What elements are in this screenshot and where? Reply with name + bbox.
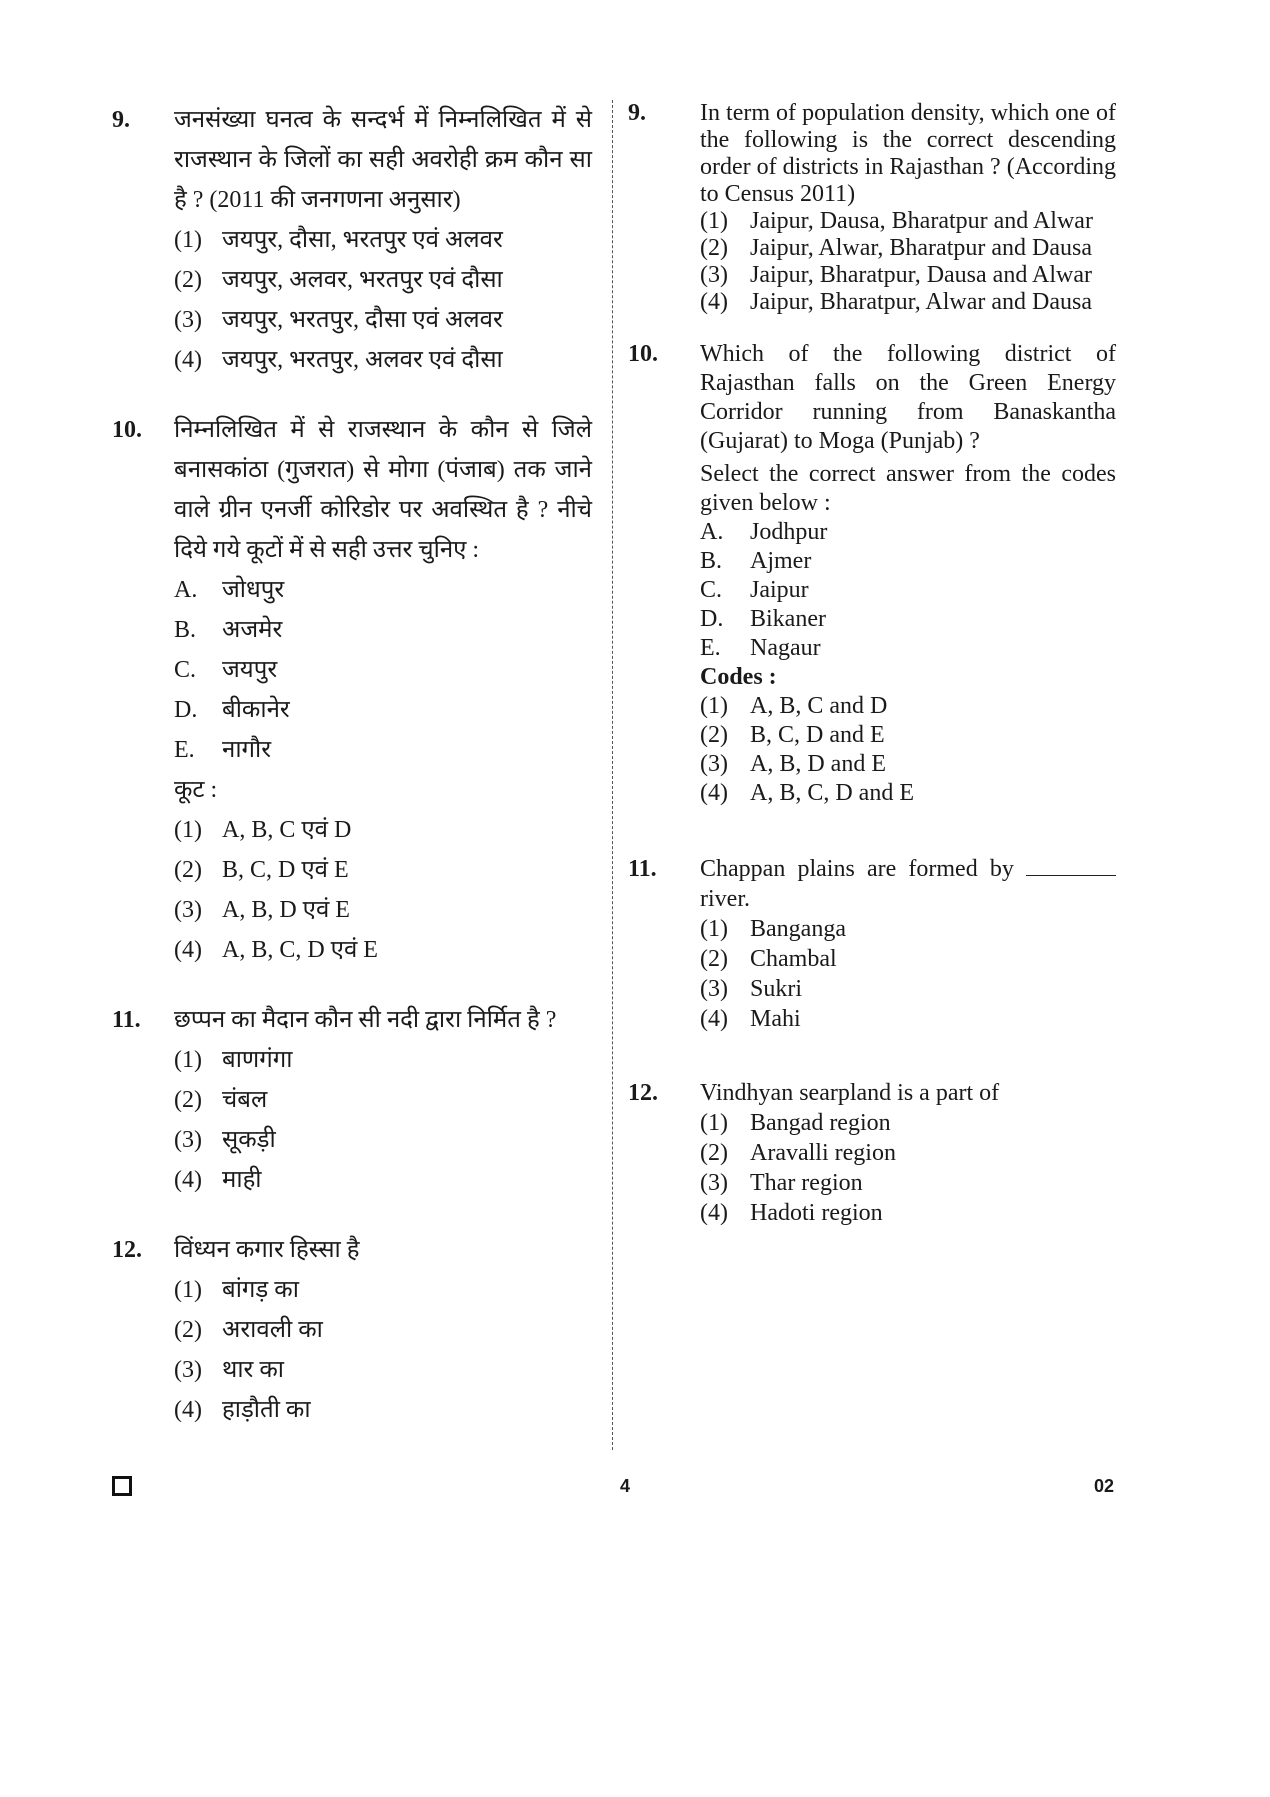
question-instruction: Select the correct answer from the codes given below : [700, 461, 1116, 516]
question-number: 10. [628, 341, 658, 367]
list-item: E. नागौर [174, 737, 272, 763]
list-item: A. Jodhpur [700, 519, 828, 545]
column-divider [612, 100, 613, 1450]
option: (3) A, B, D एवं E [174, 897, 350, 923]
square-mark-icon [112, 1476, 132, 1496]
option: (2) Chambal [700, 946, 837, 972]
question-11-hindi [112, 1000, 592, 1200]
option: (2) B, C, D and E [700, 722, 885, 748]
question-9-english [628, 100, 1116, 316]
list-item: B. Ajmer [700, 548, 812, 574]
list-item: D. बीकानेर [174, 697, 290, 723]
option: (4) A, B, C, D एवं E [174, 937, 378, 963]
question-text: Chappan plains are formed by river. [700, 854, 1116, 914]
question-10-hindi [112, 410, 592, 970]
booklet-code: 02 [1094, 1476, 1115, 1496]
question-10-english [628, 340, 1116, 808]
list-item: B. अजमेर [174, 617, 283, 643]
list-item: A. जोधपुर [174, 577, 285, 603]
hindi-column [112, 100, 592, 1452]
option: (3) Sukri [700, 976, 803, 1002]
option: (1) बाणगंगा [174, 1047, 293, 1073]
option: (4) Mahi [700, 1006, 801, 1032]
question-number: 9. [112, 107, 130, 133]
codes-label: कूट : [174, 777, 218, 803]
question-text: In term of population density, which one of the following is the correct descending order of districts in Rajasthan ? (According to Census 2011) [700, 100, 1116, 207]
question-9-hindi [112, 100, 592, 380]
list-item: C. Jaipur [700, 577, 809, 603]
list-item: C. जयपुर [174, 657, 278, 683]
question-text: Vindhyan searpland is a part of [700, 1080, 1000, 1106]
question-number: 12. [112, 1237, 142, 1263]
option: (3) सूकड़ी [174, 1127, 276, 1153]
question-text: विंध्यन कगार हिस्सा है [174, 1237, 360, 1263]
question-number: 10. [112, 417, 142, 443]
question-number: 11. [628, 856, 657, 882]
option: (1) जयपुर, दौसा, भरतपुर एवं अलवर [174, 227, 503, 253]
option: (1) Bangad region [700, 1110, 891, 1136]
option: (2) B, C, D एवं E [174, 857, 349, 883]
codes-label: Codes : [700, 664, 777, 690]
option: (3) Jaipur, Bharatpur, Dausa and Alwar [700, 262, 1092, 288]
option: (4) Jaipur, Bharatpur, Alwar and Dausa [700, 289, 1092, 315]
option: (3) थार का [174, 1357, 285, 1383]
list-item: E. Nagaur [700, 635, 821, 661]
option: (1) बांगड़ का [174, 1277, 299, 1303]
list-item: D. Bikaner [700, 606, 826, 632]
option: (2) जयपुर, अलवर, भरतपुर एवं दौसा [174, 267, 503, 293]
question-number: 12. [628, 1080, 658, 1106]
option: (1) A, B, C and D [700, 693, 888, 719]
question-number: 11. [112, 1007, 141, 1033]
option: (1) Banganga [700, 916, 846, 942]
option: (1) Jaipur, Dausa, Bharatpur and Alwar [700, 208, 1093, 234]
answer-blank [1026, 857, 1116, 876]
question-12-hindi [112, 1230, 592, 1430]
question-text: छप्पन का मैदान कौन सी नदी द्वारा निर्मित है ? [174, 1007, 557, 1033]
option: (1) A, B, C एवं D [174, 817, 352, 843]
option: (3) Thar region [700, 1170, 863, 1196]
question-number: 9. [628, 100, 646, 126]
option: (2) Jaipur, Alwar, Bharatpur and Dausa [700, 235, 1092, 261]
english-column [628, 100, 1116, 1250]
option: (4) माही [174, 1167, 262, 1193]
question-11-english [628, 854, 1116, 1034]
question-text: जनसंख्या घनत्व के सन्दर्भ में निम्नलिखित में से राजस्थान के जिलों का सही अवरोही क्रम कौन सा है ? (2011 की जनगणना अनुसार) [174, 107, 592, 213]
option: (4) Hadoti region [700, 1200, 883, 1226]
option: (4) जयपुर, भरतपुर, अलवर एवं दौसा [174, 347, 503, 373]
option: (3) जयपुर, भरतपुर, दौसा एवं अलवर [174, 307, 503, 333]
question-text: निम्नलिखित में से राजस्थान के कौन से जिले बनासकांठा (गुजरात) से मोगा (पंजाब) तक जाने वाले ग्रीन एनर्जी कोरिडोर पर अवस्थित है ? नीचे दिये गये कूटों में से सही उत्तर चुनिए : [174, 417, 592, 563]
option: (2) Aravalli region [700, 1140, 896, 1166]
question-text: Which of the following district of Rajasthan falls on the Green Energy Corridor running from Banaskantha (Gujarat) to Moga (Punjab) ? [700, 341, 1116, 454]
option: (2) चंबल [174, 1087, 268, 1113]
option: (2) अरावली का [174, 1317, 323, 1343]
page-number: 4 [620, 1476, 631, 1496]
option: (3) A, B, D and E [700, 751, 886, 777]
option: (4) हाड़ौती का [174, 1397, 311, 1423]
question-12-english [628, 1078, 1116, 1228]
option: (4) A, B, C, D and E [700, 780, 914, 806]
